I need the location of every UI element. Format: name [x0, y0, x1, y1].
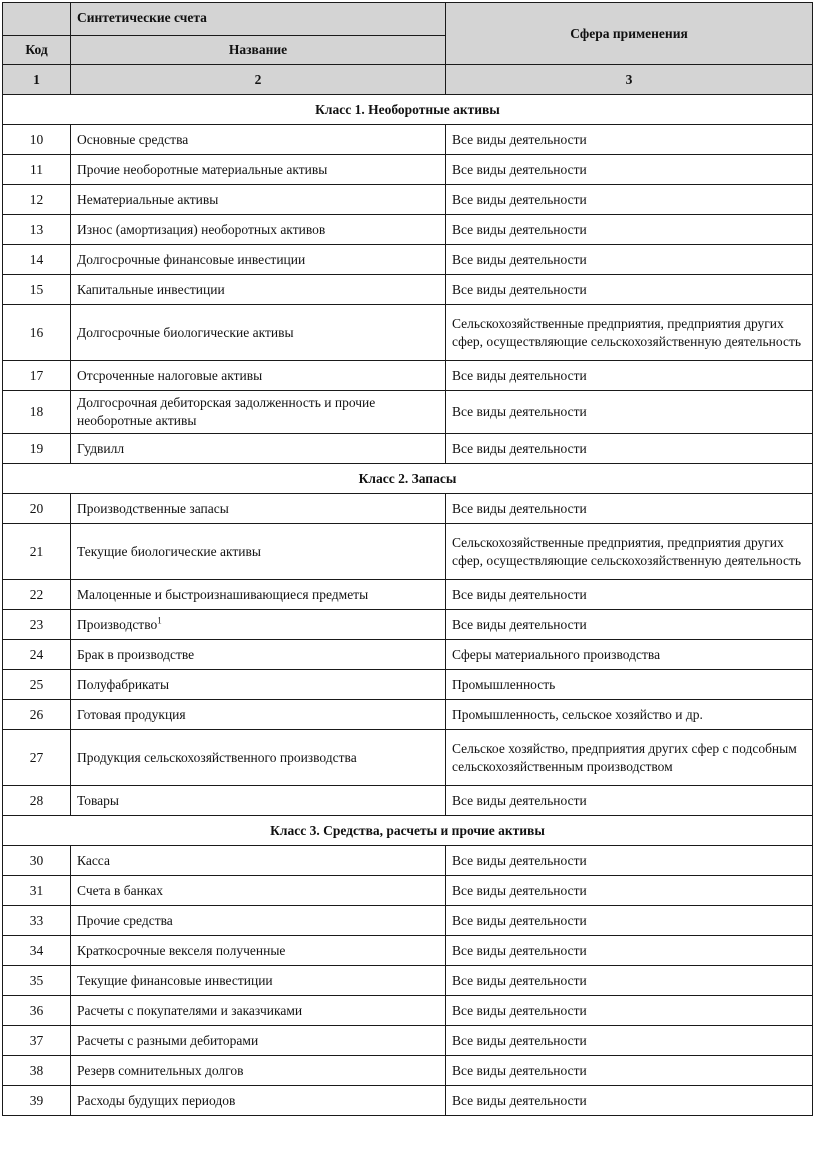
- account-name-cell: [71, 700, 446, 730]
- header-row-numbers: [3, 65, 813, 95]
- table-row: [3, 494, 813, 524]
- account-name: Готовая продукция: [77, 706, 186, 722]
- account-code: 35: [3, 966, 71, 996]
- account-name: Расчеты с покупателями и заказчиками: [77, 1002, 303, 1018]
- account-name-cell: [71, 1026, 446, 1056]
- account-code: 25: [3, 670, 71, 700]
- account-code: 31: [3, 876, 71, 906]
- account-scope: Все виды деятельности: [446, 936, 813, 966]
- account-name-cell: [71, 1086, 446, 1116]
- footnote-marker: 1: [157, 615, 162, 625]
- account-scope: Все виды деятельности: [446, 786, 813, 816]
- account-scope: Сельское хозяйство, предприятия других сфер с подсобным сельскохозяйственным производством: [446, 730, 813, 786]
- table-row: [3, 391, 813, 434]
- account-scope: Все виды деятельности: [446, 275, 813, 305]
- account-name-cell: [71, 966, 446, 996]
- table-row: [3, 1056, 813, 1086]
- account-name-cell: [71, 245, 446, 275]
- account-name: Производство: [77, 616, 158, 632]
- account-name-cell: [71, 786, 446, 816]
- table-row: [3, 305, 813, 361]
- header-scope-title: Сфера применения: [446, 3, 813, 65]
- table-row: [3, 786, 813, 816]
- account-name: Касса: [77, 852, 110, 868]
- table-row: [3, 906, 813, 936]
- header-name-title: Название: [71, 36, 446, 65]
- account-scope: Все виды деятельности: [446, 996, 813, 1026]
- account-name: Производственные запасы: [77, 500, 229, 516]
- table-row: [3, 846, 813, 876]
- account-scope: Все виды деятельности: [446, 185, 813, 215]
- header-col-number-3: 3: [446, 65, 813, 95]
- account-scope: Все виды деятельности: [446, 1086, 813, 1116]
- section-row: [3, 464, 813, 494]
- account-name: Малоценные и быстроизнашивающиеся предметы: [77, 586, 369, 602]
- account-name: Полуфабрикаты: [77, 676, 170, 692]
- account-name: Износ (амортизация) необоротных активов: [77, 221, 326, 237]
- account-name-cell: [71, 876, 446, 906]
- account-scope: Все виды деятельности: [446, 876, 813, 906]
- header-col-number-2: 2: [71, 65, 446, 95]
- account-scope: Промышленность: [446, 670, 813, 700]
- account-code: 23: [3, 610, 71, 640]
- account-code: 19: [3, 434, 71, 464]
- account-scope: Все виды деятельности: [446, 610, 813, 640]
- account-name: Текущие биологические активы: [77, 543, 261, 559]
- account-name-cell: [71, 580, 446, 610]
- account-name: Счета в банках: [77, 882, 163, 898]
- table-row: [3, 580, 813, 610]
- account-code: 17: [3, 361, 71, 391]
- account-code: 36: [3, 996, 71, 1026]
- account-code: 22: [3, 580, 71, 610]
- account-name-cell: [71, 305, 446, 361]
- account-name-cell: [71, 906, 446, 936]
- account-scope: Все виды деятельности: [446, 1056, 813, 1086]
- account-name: Резерв сомнительных долгов: [77, 1062, 244, 1078]
- account-code: 24: [3, 640, 71, 670]
- account-name-cell: [71, 524, 446, 580]
- table-row: [3, 1026, 813, 1056]
- table-row: [3, 215, 813, 245]
- account-code: 39: [3, 1086, 71, 1116]
- account-name-cell: [71, 494, 446, 524]
- account-scope: Все виды деятельности: [446, 580, 813, 610]
- account-name: Долгосрочные биологические активы: [77, 324, 294, 340]
- account-scope: Все виды деятельности: [446, 125, 813, 155]
- section-title: Класс 3. Средства, расчеты и прочие активы: [3, 816, 813, 846]
- account-name-cell: [71, 730, 446, 786]
- account-name-cell: [71, 670, 446, 700]
- header-col-number-1: 1: [3, 65, 71, 95]
- account-name-cell: [71, 610, 446, 640]
- section-row: [3, 816, 813, 846]
- account-code: 21: [3, 524, 71, 580]
- account-name-cell: [71, 640, 446, 670]
- account-name-cell: [71, 1056, 446, 1086]
- account-scope: Все виды деятельности: [446, 846, 813, 876]
- account-name-cell: [71, 155, 446, 185]
- account-code: 15: [3, 275, 71, 305]
- accounts-table: [2, 2, 813, 1116]
- table-row: [3, 876, 813, 906]
- account-code: 16: [3, 305, 71, 361]
- account-scope: Все виды деятельности: [446, 245, 813, 275]
- table-row: [3, 966, 813, 996]
- account-name: Краткосрочные векселя полученные: [77, 942, 286, 958]
- account-scope: Все виды деятельности: [446, 391, 813, 434]
- account-name: Прочие необоротные материальные активы: [77, 161, 328, 177]
- account-name: Капитальные инвестиции: [77, 281, 225, 297]
- account-scope: Сферы материального производства: [446, 640, 813, 670]
- header-code-title: Код: [3, 36, 71, 65]
- account-scope: Сельскохозяйственные предприятия, предприятия других сфер, осуществляющие сельскохозяйственную деятельность: [446, 305, 813, 361]
- account-scope: Все виды деятельности: [446, 494, 813, 524]
- account-name: Расходы будущих периодов: [77, 1092, 236, 1108]
- account-name: Основные средства: [77, 131, 189, 147]
- account-name: Отсроченные налоговые активы: [77, 367, 263, 383]
- account-name-cell: [71, 361, 446, 391]
- account-name-cell: [71, 215, 446, 245]
- account-name: Товары: [77, 792, 119, 808]
- account-name: Нематериальные активы: [77, 191, 219, 207]
- account-code: 26: [3, 700, 71, 730]
- account-name-cell: [71, 846, 446, 876]
- account-name: Гудвилл: [77, 440, 125, 456]
- section-title: Класс 1. Необоротные активы: [3, 95, 813, 125]
- account-name: Долгосрочная дебиторская задолженность и прочие необоротные активы: [77, 395, 376, 428]
- table-row: [3, 125, 813, 155]
- account-name: Долгосрочные финансовые инвестиции: [77, 251, 306, 267]
- account-code: 28: [3, 786, 71, 816]
- account-scope: Все виды деятельности: [446, 1026, 813, 1056]
- section-row: [3, 95, 813, 125]
- account-name-cell: [71, 996, 446, 1026]
- account-scope: Все виды деятельности: [446, 155, 813, 185]
- account-name-cell: [71, 936, 446, 966]
- header-empty-cell: [3, 3, 71, 36]
- account-name: Текущие финансовые инвестиции: [77, 972, 273, 988]
- account-name-cell: [71, 434, 446, 464]
- table-row: [3, 700, 813, 730]
- account-code: 11: [3, 155, 71, 185]
- account-code: 38: [3, 1056, 71, 1086]
- section-title: Класс 2. Запасы: [3, 464, 813, 494]
- account-code: 37: [3, 1026, 71, 1056]
- account-code: 13: [3, 215, 71, 245]
- account-name: Прочие средства: [77, 912, 173, 928]
- account-code: 34: [3, 936, 71, 966]
- account-code: 30: [3, 846, 71, 876]
- header-group-title: Синтетические счета: [71, 3, 446, 36]
- account-scope: Все виды деятельности: [446, 434, 813, 464]
- table-row: [3, 996, 813, 1026]
- table-row: [3, 434, 813, 464]
- table-row: [3, 524, 813, 580]
- account-scope: Промышленность, сельское хозяйство и др.: [446, 700, 813, 730]
- account-code: 14: [3, 245, 71, 275]
- account-scope: Все виды деятельности: [446, 966, 813, 996]
- table-row: [3, 361, 813, 391]
- table-row: [3, 670, 813, 700]
- account-code: 10: [3, 125, 71, 155]
- account-code: 27: [3, 730, 71, 786]
- account-scope: Сельскохозяйственные предприятия, предприятия других сфер, осуществляющие сельскохозяйственную деятельность: [446, 524, 813, 580]
- account-code: 33: [3, 906, 71, 936]
- table-row: [3, 610, 813, 640]
- table-row: [3, 155, 813, 185]
- account-name-cell: [71, 275, 446, 305]
- account-name: Продукция сельскохозяйственного производства: [77, 749, 357, 765]
- account-name-cell: [71, 185, 446, 215]
- account-code: 12: [3, 185, 71, 215]
- account-code: 20: [3, 494, 71, 524]
- table-row: [3, 185, 813, 215]
- table-body: [3, 3, 813, 1116]
- table-row: [3, 640, 813, 670]
- account-scope: Все виды деятельности: [446, 361, 813, 391]
- table-row: [3, 730, 813, 786]
- account-scope: Все виды деятельности: [446, 906, 813, 936]
- account-name: Брак в производстве: [77, 646, 195, 662]
- table-row: [3, 245, 813, 275]
- table-row: [3, 275, 813, 305]
- account-name-cell: [71, 125, 446, 155]
- table-row: [3, 1086, 813, 1116]
- account-scope: Все виды деятельности: [446, 215, 813, 245]
- header-row-group: [3, 3, 813, 36]
- account-name: Расчеты с разными дебиторами: [77, 1032, 259, 1048]
- account-name-cell: [71, 391, 446, 434]
- table-row: [3, 936, 813, 966]
- account-code: 18: [3, 391, 71, 434]
